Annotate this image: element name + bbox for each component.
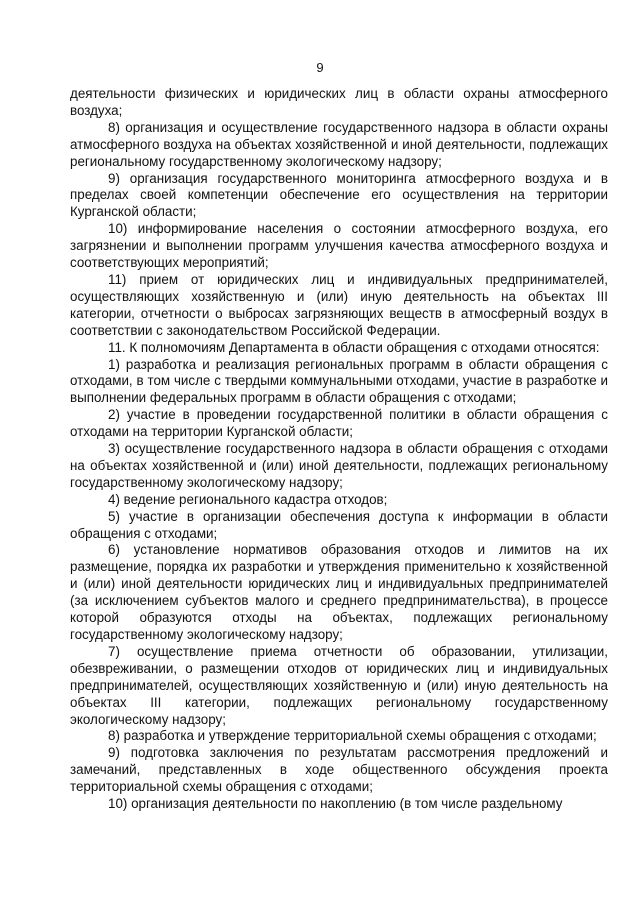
page-number: 9: [316, 60, 324, 75]
paragraph-item-6-waste-norms: 6) установление нормативов образования отходов и лимитов на их размещение, порядка их разработки и утверждения применительно к хозяйственной и (или) иной деятельности юридических лиц и индивидуальных предпринимателей (за исключением субъектов малого и среднего предпринимательства), в процессе которой образуются отходы на объектах, подлежащих региональному государственному экологическому надзору;: [70, 542, 608, 642]
section-11-heading: 11. К полномочиям Департамента в области обращения с отходами относятся:: [108, 339, 600, 355]
paragraph-item-5-information-access: 5) участие в организации обеспечения доступа к информации в области обращения с отходами;: [70, 508, 608, 541]
paragraph-item-8-territorial-scheme: 8) разработка и утверждение территориальной схемы обращения с отходами;: [108, 728, 597, 744]
document-body: [70, 86, 608, 813]
paragraph-item-4-waste-cadastre: 4) ведение регионального кадастра отходов;: [108, 491, 388, 507]
paragraph-item-10-waste-accumulation: 10) организация деятельности по накоплению (в том числе раздельному: [108, 796, 563, 812]
paragraph-item-8-air-supervision: 8) организация и осуществление государственного надзора в области охраны атмосферного воздуха на объектах хозяйственной и иной деятельности, подлежащих региональному государственному экологическому надзору;: [70, 119, 608, 169]
paragraph-item-1-regional-programs: 1) разработка и реализация региональных программ в области обращения с отходами, в том числе с твердыми коммунальными отходами, участие в разработке и выполнении федеральных программ в области обращения с отходами;: [70, 356, 608, 406]
paragraph-item-2-state-policy: 2) участие в проведении государственной политики в области обращения с отходами на территории Курганской области;: [70, 407, 608, 440]
paragraph-item-9-air-monitoring: 9) организация государственного мониторинга атмосферного воздуха и в пределах своей компетенции обеспечение его осуществления на территории Курганской области;: [70, 170, 608, 220]
paragraph-continuation: деятельности физических и юридических лиц в области охраны атмосферного воздуха;: [70, 86, 608, 118]
paragraph-item-3-waste-supervision: 3) осуществление государственного надзора в области обращения с отходами на объектах хозяйственной и (или) иной деятельности, подлежащих региональному государственному экологическому надзору;: [70, 441, 608, 490]
paragraph-item-7-waste-reporting: 7) осуществление приема отчетности об образовании, утилизации, обезвреживании, о размещении отходов от юридических лиц и индивидуальных предпринимателей, осуществляющих хозяйственную и (или) иную деятельность на объектах III категории, подлежащих региональному государственному экологическому надзору;: [70, 643, 608, 727]
paragraph-item-9-conclusion-preparation: 9) подготовка заключения по результатам рассмотрения предложений и замечаний, представленных в ходе общественного обсуждения проекта территориальной схемы обращения с отходами;: [70, 745, 608, 795]
paragraph-item-11-emissions-reporting: 11) прием от юридических лиц и индивидуальных предпринимателей, осуществляющих хозяйственную и (или) иную деятельность на объектах III категории, отчетности о выбросах загрязняющих веществ в атмосферный воздух в соответствии с законодательством Российской Федерации.: [70, 271, 608, 338]
paragraph-item-10-public-information: 10) информирование населения о состоянии атмосферного воздуха, его загрязнении и выполнении программ улучшения качества атмосферного воздуха и соответствующих мероприятий;: [70, 221, 608, 271]
